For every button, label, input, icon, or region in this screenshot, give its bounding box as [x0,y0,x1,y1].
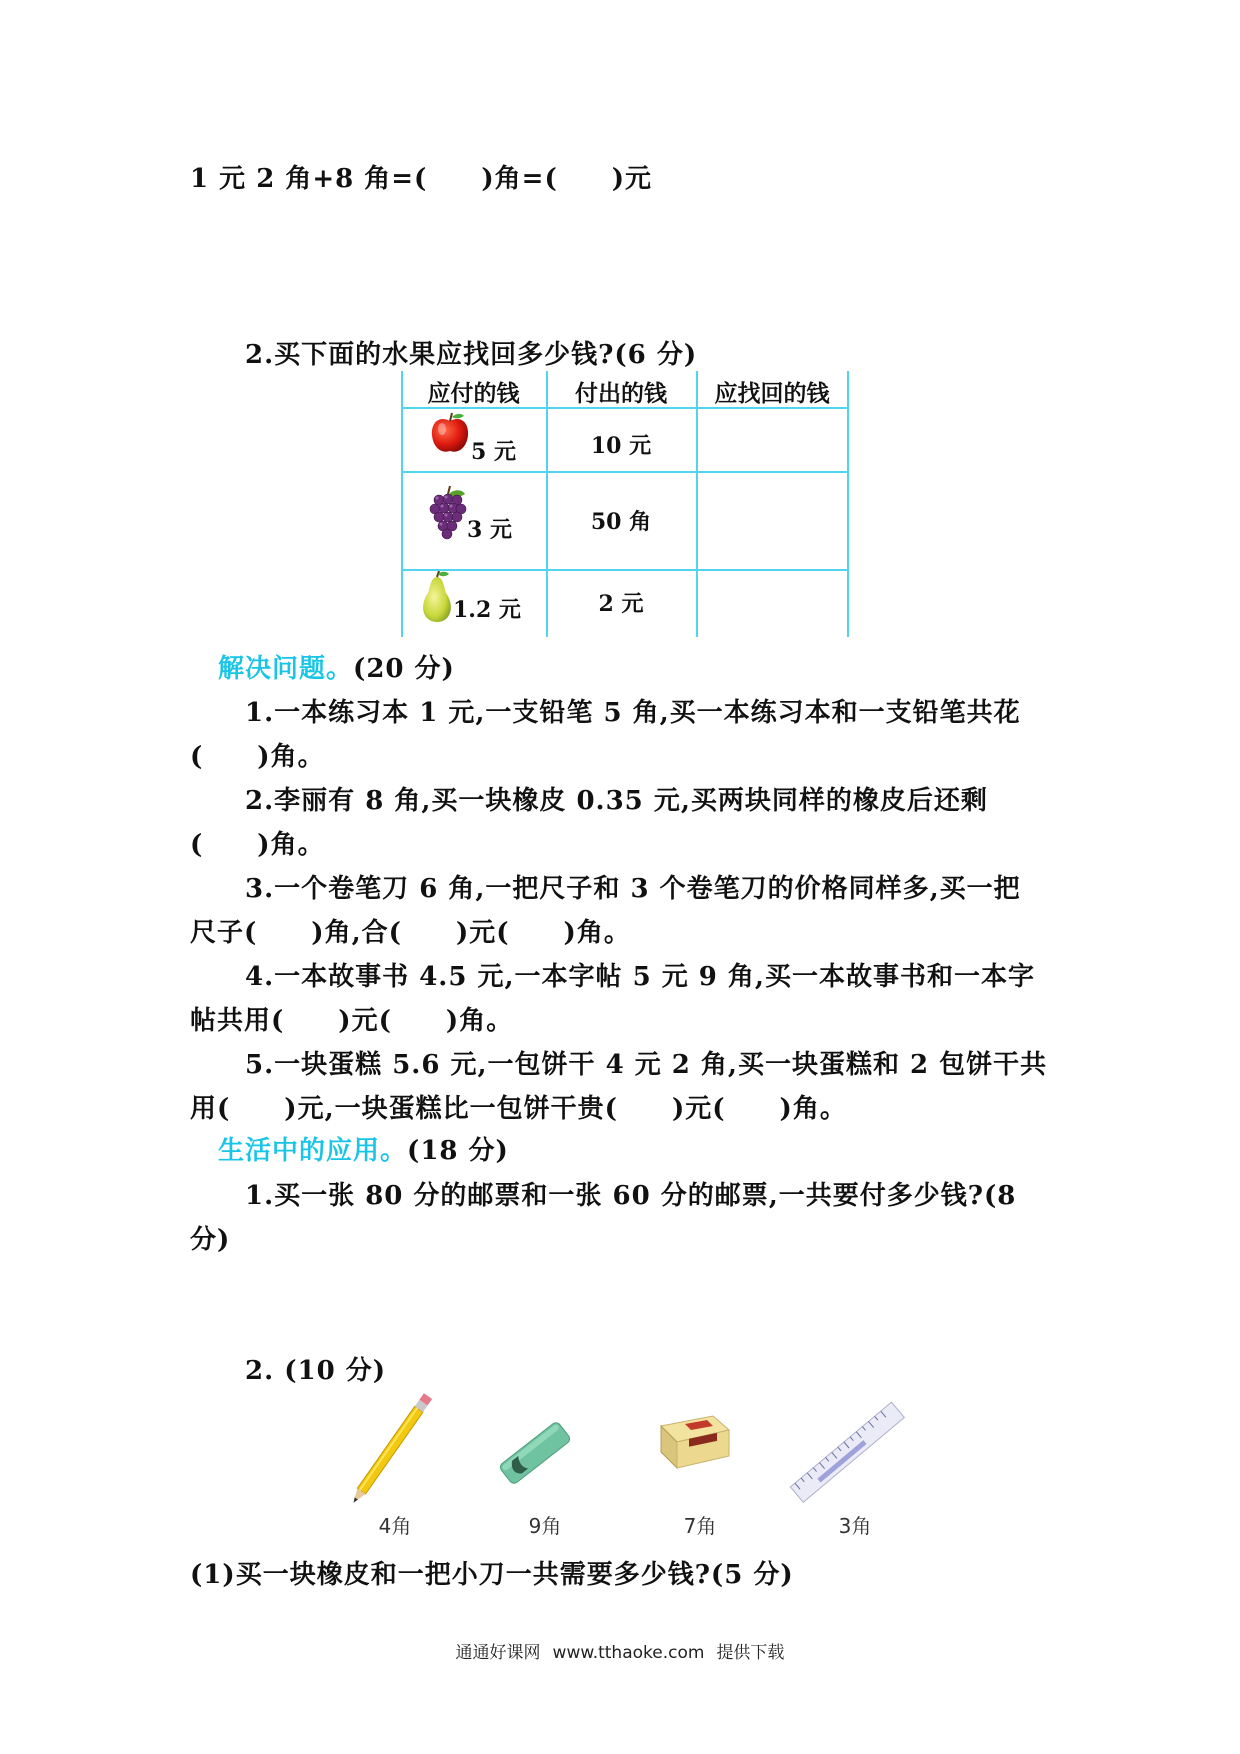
page-footer [0,1638,1240,1663]
question-title: 2. (10 分) [245,1356,387,1386]
question-line: 5.一块蛋糕 5.6 元,一包饼干 4 元 2 角,买一块蛋糕和 2 包饼干共 [245,1050,1048,1080]
footer-site-name: 通通好课网 [455,1643,541,1663]
eraser-icon [655,1408,735,1478]
table-header: 应付的钱 [427,380,520,407]
table-header: 付出的钱 [575,380,667,407]
section-score: (18 分) [407,1136,509,1166]
section-heading: 生活中的应用。 [218,1136,408,1166]
footer-url[interactable]: www.tthaoke.com [552,1643,705,1663]
question-line: 用( )元,一块蛋糕比一包饼干贵( )元( )角。 [190,1094,847,1124]
sub-question: (1)买一块橡皮和一把小刀一共需要多少钱?(5 分) [190,1560,794,1590]
fruit-price: 1.2 元 [453,597,521,623]
paid-amount: 50 角 [590,509,652,535]
table-header: 应找回的钱 [714,380,830,407]
section-heading: 解决问题。 [218,654,354,684]
ruler-icon [788,1398,908,1508]
pencil-sharpener-knife-icon [490,1415,580,1491]
fruit-price: 3 元 [467,517,512,543]
apple-icon [429,411,471,455]
question-line: 3.一个卷笔刀 6 角,一把尺子和 3 个卷笔刀的价格同样多,买一把 [245,874,1021,904]
grapes-icon [429,486,467,542]
paid-amount: 2 元 [598,591,644,617]
solve-section-heading [218,648,455,685]
question-line: ( )角。 [190,742,325,772]
section-score: (20 分) [353,654,455,684]
top-equation: 1 元 2 角+8 角=( )角=( )元 [190,164,653,194]
footer-suffix: 提供下载 [716,1643,785,1663]
question-line: ( )角。 [190,830,325,860]
question-line: 尺子( )角,合( )元( )角。 [190,918,631,948]
question-line: 4.一本故事书 4.5 元,一本字帖 5 元 9 角,买一本故事书和一本字 [245,962,1035,992]
fruit-change-table [401,371,849,637]
question-line: 2.李丽有 8 角,买一块橡皮 0.35 元,买两块同样的橡皮后还剩 [245,786,988,816]
question-line: 1.一本练习本 1 元,一支铅笔 5 角,买一本练习本和一支铅笔共花 [245,698,1021,728]
question-line: 分) [190,1225,231,1255]
item-price: 3角 [838,1514,872,1538]
paid-amount: 10 元 [590,433,652,459]
item-price: 9角 [528,1514,562,1538]
pencil-icon [340,1385,450,1505]
life-section-heading [218,1130,509,1167]
question-line: 1.买一张 80 分的邮票和一张 60 分的邮票,一共要付多少钱?(8 [245,1181,1017,1211]
question-line: 帖共用( )元( )角。 [190,1006,514,1036]
item-price: 7角 [683,1514,717,1538]
item-price: 4角 [378,1514,412,1538]
pear-icon [419,571,455,623]
fruit-section-title: 2.买下面的水果应找回多少钱?(6 分) [245,340,698,370]
fruit-price: 5 元 [471,439,516,465]
